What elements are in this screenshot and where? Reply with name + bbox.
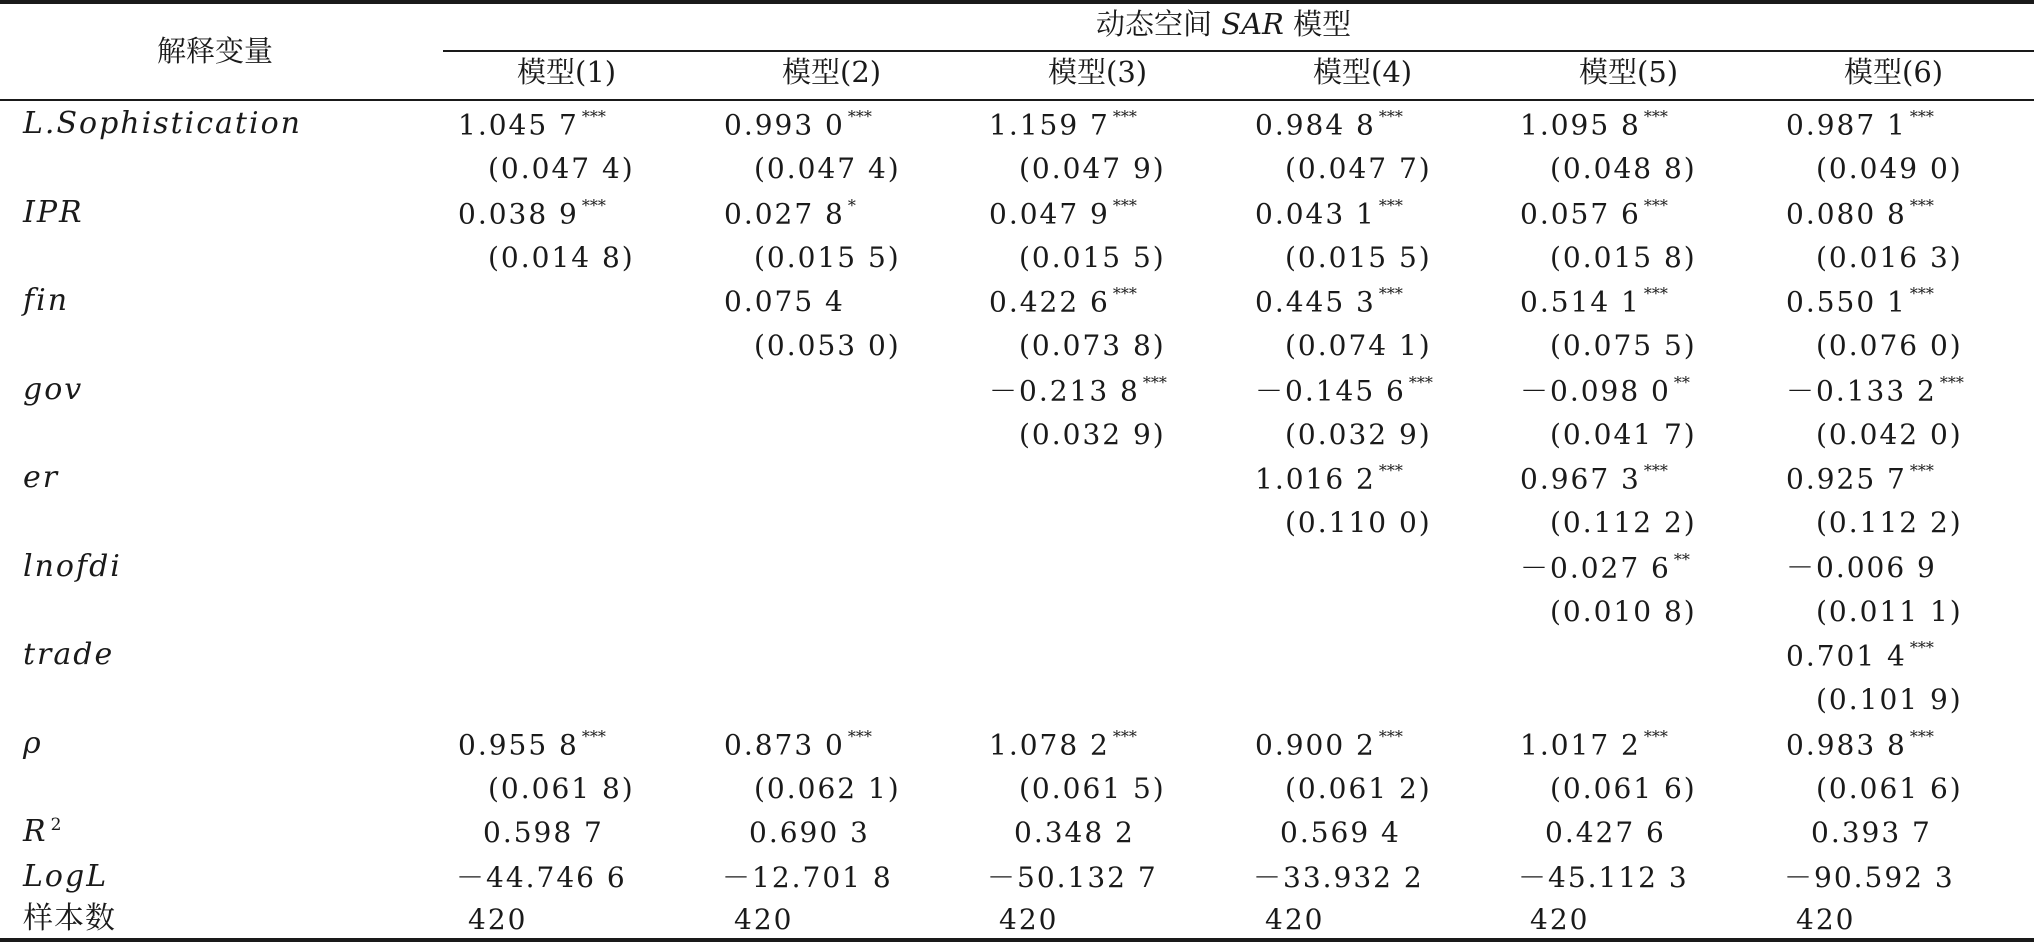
std-error-cell: (0.014 8) bbox=[488, 241, 635, 274]
std-error-cell: (0.015 5) bbox=[1285, 241, 1432, 274]
r-squared-label bbox=[23, 814, 64, 849]
variable-label: fin bbox=[23, 283, 70, 318]
coef-value: 0.550 1 bbox=[1786, 285, 1907, 319]
sample-size-label: 样本数 bbox=[23, 901, 116, 936]
variable-label: trade bbox=[23, 637, 115, 672]
significance-stars: *** bbox=[1378, 196, 1403, 215]
logl-value: －45.112 3 bbox=[1518, 861, 1689, 894]
coef-value: －0.213 8 bbox=[989, 374, 1140, 408]
sample-size-value: 420 bbox=[999, 903, 1059, 936]
significance-stars: *** bbox=[1378, 461, 1403, 480]
std-error-cell: (0.112 2) bbox=[1816, 506, 1963, 539]
coef-value: 0.900 2 bbox=[1255, 728, 1376, 762]
std-error-cell: (0.101 9) bbox=[1816, 683, 1963, 716]
std-error-cell: (0.061 6) bbox=[1816, 772, 1963, 805]
std-error-cell: (0.112 2) bbox=[1550, 506, 1697, 539]
coef-cell bbox=[1786, 551, 1937, 584]
coef-value: 0.057 6 bbox=[1520, 197, 1641, 231]
coef-cell bbox=[1786, 107, 1934, 142]
group-header-sar: SAR bbox=[1221, 7, 1284, 41]
sample-size-value: 420 bbox=[1265, 903, 1325, 936]
sample-size-value: 420 bbox=[468, 903, 528, 936]
coef-value: 0.873 0 bbox=[724, 728, 845, 762]
coef-cell bbox=[724, 285, 845, 318]
variable-label: er bbox=[23, 460, 60, 495]
significance-stars: *** bbox=[1909, 107, 1934, 126]
std-error-cell: (0.047 4) bbox=[488, 152, 635, 185]
variable-label: ρ bbox=[23, 726, 43, 761]
coef-cell bbox=[724, 196, 856, 231]
std-error-cell: (0.015 8) bbox=[1550, 241, 1697, 274]
variable-label: lnofdi bbox=[23, 549, 122, 584]
logl-value: －12.701 8 bbox=[722, 861, 893, 894]
coef-cell bbox=[1520, 196, 1668, 231]
r-squared-value: 0.393 7 bbox=[1811, 816, 1932, 849]
coef-cell bbox=[1520, 550, 1690, 585]
column-header-model-5: 模型(5) bbox=[1579, 55, 1679, 89]
std-error-cell: (0.061 8) bbox=[488, 772, 635, 805]
group-header-suffix: 模型 bbox=[1293, 7, 1352, 41]
group-header-rule bbox=[443, 50, 2034, 52]
coef-value: 1.016 2 bbox=[1255, 462, 1376, 496]
coef-cell bbox=[1520, 461, 1668, 496]
coef-cell bbox=[1520, 284, 1668, 319]
coef-cell bbox=[1786, 727, 1934, 762]
std-error-cell: (0.048 8) bbox=[1550, 152, 1697, 185]
coef-cell bbox=[1255, 373, 1433, 408]
significance-stars: *** bbox=[1643, 107, 1668, 126]
coef-cell bbox=[1786, 373, 1964, 408]
std-error-cell: (0.015 5) bbox=[1019, 241, 1166, 274]
std-error-cell: (0.049 0) bbox=[1816, 152, 1963, 185]
logl-value: －90.592 3 bbox=[1784, 861, 1955, 894]
coef-value: 0.080 8 bbox=[1786, 197, 1907, 231]
coef-value: 0.075 4 bbox=[724, 285, 845, 318]
significance-stars: ** bbox=[1673, 550, 1690, 569]
significance-stars: *** bbox=[1112, 107, 1137, 126]
std-error-cell: (0.076 0) bbox=[1816, 329, 1963, 362]
coef-value: －0.145 6 bbox=[1255, 374, 1406, 408]
std-error-cell: (0.047 4) bbox=[754, 152, 901, 185]
coef-cell bbox=[724, 107, 872, 142]
top-rule bbox=[0, 0, 2034, 4]
r-squared-value: 0.598 7 bbox=[483, 816, 604, 849]
std-error-cell: (0.015 5) bbox=[754, 241, 901, 274]
sample-size-value: 420 bbox=[1796, 903, 1856, 936]
std-error-cell: (0.010 8) bbox=[1550, 595, 1697, 628]
std-error-cell: (0.011 1) bbox=[1816, 595, 1963, 628]
coef-value: －0.006 9 bbox=[1786, 551, 1937, 584]
variable-label: gov bbox=[23, 372, 84, 407]
coef-value: 0.983 8 bbox=[1786, 728, 1907, 762]
coef-cell bbox=[1255, 727, 1403, 762]
coef-cell bbox=[1255, 461, 1403, 496]
coef-value: 0.993 0 bbox=[724, 108, 845, 142]
logl-value: －44.746 6 bbox=[456, 861, 627, 894]
std-error-cell: (0.016 3) bbox=[1816, 241, 1963, 274]
significance-stars: *** bbox=[581, 727, 606, 746]
coef-value: 0.967 3 bbox=[1520, 462, 1641, 496]
std-error-cell: (0.047 9) bbox=[1019, 152, 1166, 185]
coef-cell bbox=[1255, 196, 1403, 231]
r-squared-exponent: 2 bbox=[50, 815, 64, 835]
std-error-cell: (0.041 7) bbox=[1550, 418, 1697, 451]
column-header-model-6: 模型(6) bbox=[1844, 55, 1944, 89]
coef-value: 0.701 4 bbox=[1786, 639, 1907, 673]
std-error-cell: (0.061 5) bbox=[1019, 772, 1166, 805]
coef-value: －0.027 6 bbox=[1520, 551, 1671, 585]
header-bottom-rule bbox=[0, 99, 2034, 101]
significance-stars: *** bbox=[1112, 284, 1137, 303]
coef-value: 0.027 8 bbox=[724, 197, 845, 231]
coef-cell bbox=[1786, 638, 1934, 673]
significance-stars: *** bbox=[1112, 727, 1137, 746]
significance-stars: *** bbox=[1378, 107, 1403, 126]
logl-value: －33.932 2 bbox=[1253, 861, 1424, 894]
std-error-cell: (0.073 8) bbox=[1019, 329, 1166, 362]
column-header-model-2: 模型(2) bbox=[782, 55, 882, 89]
coef-value: 1.095 8 bbox=[1520, 108, 1641, 142]
column-header-model-3: 模型(3) bbox=[1048, 55, 1148, 89]
significance-stars: *** bbox=[1909, 461, 1934, 480]
coef-value: 0.984 8 bbox=[1255, 108, 1376, 142]
std-error-cell: (0.062 1) bbox=[754, 772, 901, 805]
significance-stars: *** bbox=[847, 107, 872, 126]
std-error-cell: (0.032 9) bbox=[1285, 418, 1432, 451]
r-squared-value: 0.690 3 bbox=[749, 816, 870, 849]
std-error-cell: (0.042 0) bbox=[1816, 418, 1963, 451]
r-squared-value: 0.348 2 bbox=[1014, 816, 1135, 849]
coef-cell bbox=[1786, 284, 1934, 319]
r-squared-symbol: R bbox=[23, 814, 48, 849]
coef-value: －0.133 2 bbox=[1786, 374, 1937, 408]
logl-value: －50.132 7 bbox=[987, 861, 1158, 894]
stub-header: 解释变量 bbox=[157, 34, 274, 68]
r-squared-value: 0.427 6 bbox=[1545, 816, 1666, 849]
coef-cell bbox=[724, 727, 872, 762]
coef-value: 1.017 2 bbox=[1520, 728, 1641, 762]
coef-cell bbox=[1520, 727, 1668, 762]
std-error-cell: (0.032 9) bbox=[1019, 418, 1166, 451]
group-header-prefix: 动态空间 bbox=[1096, 7, 1213, 41]
coef-value: －0.098 0 bbox=[1520, 374, 1671, 408]
significance-stars: *** bbox=[1378, 284, 1403, 303]
significance-stars: *** bbox=[1378, 727, 1403, 746]
coef-value: 0.038 9 bbox=[458, 197, 579, 231]
std-error-cell: (0.110 0) bbox=[1285, 506, 1432, 539]
bottom-rule bbox=[0, 938, 2034, 942]
sample-size-value: 420 bbox=[734, 903, 794, 936]
coef-value: 0.047 9 bbox=[989, 197, 1110, 231]
coef-cell bbox=[458, 107, 606, 142]
coef-value: 1.045 7 bbox=[458, 108, 579, 142]
coef-cell bbox=[1520, 373, 1690, 408]
coef-cell bbox=[989, 373, 1167, 408]
group-header bbox=[1096, 7, 1352, 41]
coef-value: 0.422 6 bbox=[989, 285, 1110, 319]
coef-cell bbox=[989, 107, 1137, 142]
significance-stars: *** bbox=[1909, 284, 1934, 303]
std-error-cell: (0.075 5) bbox=[1550, 329, 1697, 362]
coef-value: 1.159 7 bbox=[989, 108, 1110, 142]
std-error-cell: (0.061 2) bbox=[1285, 772, 1432, 805]
significance-stars: *** bbox=[1643, 196, 1668, 215]
significance-stars: * bbox=[847, 196, 856, 215]
std-error-cell: (0.074 1) bbox=[1285, 329, 1432, 362]
coef-value: 0.445 3 bbox=[1255, 285, 1376, 319]
std-error-cell: (0.053 0) bbox=[754, 329, 901, 362]
significance-stars: ** bbox=[1673, 373, 1690, 392]
significance-stars: *** bbox=[1112, 196, 1137, 215]
coef-cell bbox=[458, 196, 606, 231]
significance-stars: *** bbox=[1643, 461, 1668, 480]
std-error-cell: (0.061 6) bbox=[1550, 772, 1697, 805]
coef-cell bbox=[1255, 107, 1403, 142]
significance-stars: *** bbox=[1909, 638, 1934, 657]
coef-cell bbox=[989, 284, 1137, 319]
significance-stars: *** bbox=[1909, 196, 1934, 215]
coef-value: 0.987 1 bbox=[1786, 108, 1907, 142]
coef-value: 0.925 7 bbox=[1786, 462, 1907, 496]
logl-label: LogL bbox=[23, 859, 109, 894]
significance-stars: *** bbox=[1408, 373, 1433, 392]
coef-cell bbox=[458, 727, 606, 762]
coef-cell bbox=[1255, 284, 1403, 319]
significance-stars: *** bbox=[1643, 727, 1668, 746]
coef-value: 1.078 2 bbox=[989, 728, 1110, 762]
coef-cell bbox=[1520, 107, 1668, 142]
coef-cell bbox=[1786, 196, 1934, 231]
significance-stars: *** bbox=[1142, 373, 1167, 392]
r-squared-value: 0.569 4 bbox=[1280, 816, 1401, 849]
variable-label: IPR bbox=[23, 195, 84, 230]
coef-value: 0.043 1 bbox=[1255, 197, 1376, 231]
coef-cell bbox=[989, 196, 1137, 231]
column-header-model-4: 模型(4) bbox=[1313, 55, 1413, 89]
significance-stars: *** bbox=[1939, 373, 1964, 392]
significance-stars: *** bbox=[1909, 727, 1934, 746]
coef-cell bbox=[989, 727, 1137, 762]
significance-stars: *** bbox=[581, 107, 606, 126]
sample-size-value: 420 bbox=[1530, 903, 1590, 936]
coef-value: 0.514 1 bbox=[1520, 285, 1641, 319]
significance-stars: *** bbox=[1643, 284, 1668, 303]
variable-label: L.Sophistication bbox=[23, 106, 302, 141]
column-header-model-1: 模型(1) bbox=[517, 55, 617, 89]
coef-value: 0.955 8 bbox=[458, 728, 579, 762]
coef-cell bbox=[1786, 461, 1934, 496]
significance-stars: *** bbox=[581, 196, 606, 215]
significance-stars: *** bbox=[847, 727, 872, 746]
std-error-cell: (0.047 7) bbox=[1285, 152, 1432, 185]
